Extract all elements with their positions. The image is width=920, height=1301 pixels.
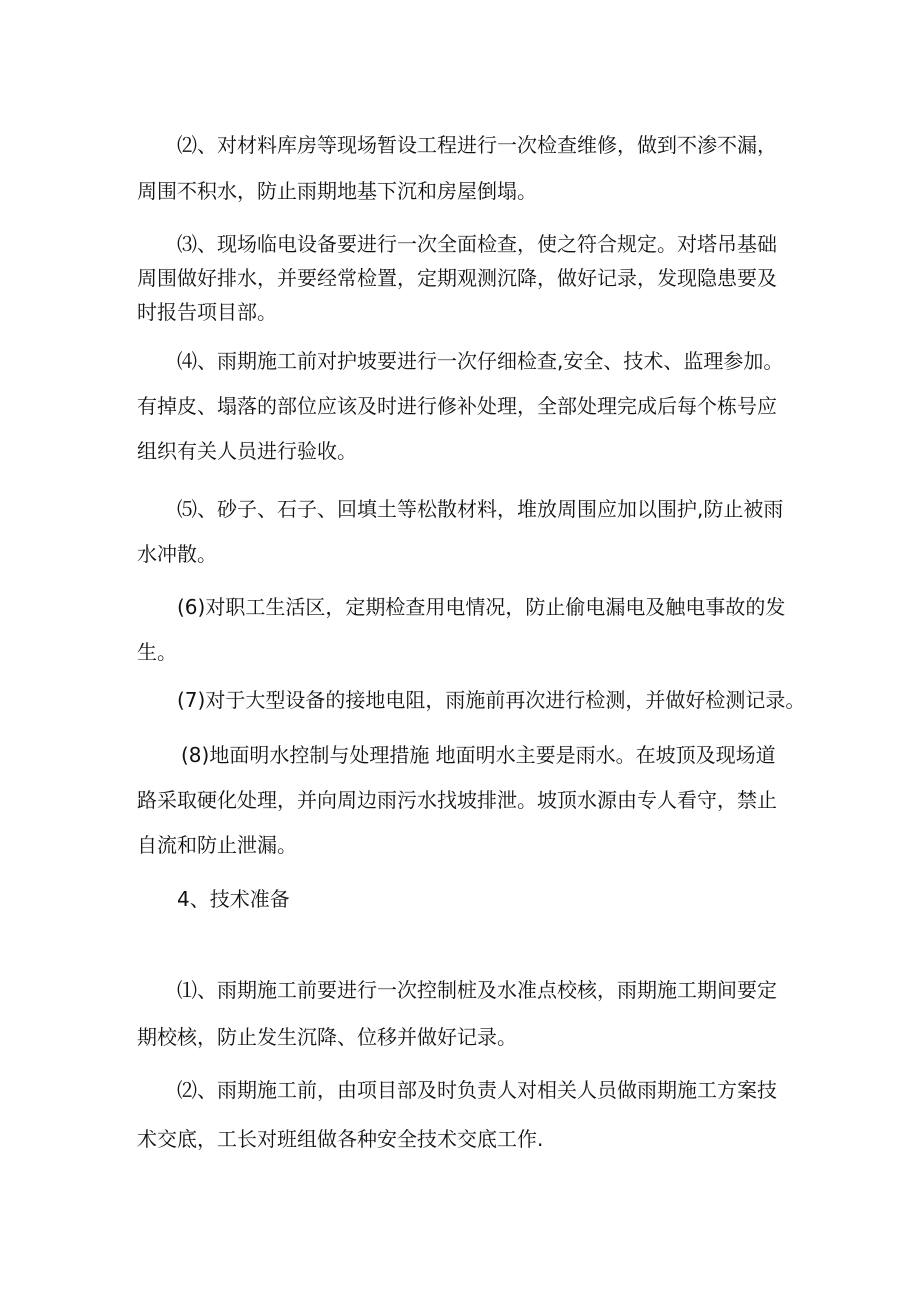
paragraph-line: 路采取硬化处理，并向周边雨污水找坡排泄。坡顶水源由专人看守，禁止	[137, 788, 777, 812]
paragraph-technical-briefing	[137, 1066, 797, 1164]
paragraph-line: ⑶、现场临电设备要进行一次全面检查，使之符合规定。对塔吊基础	[177, 232, 777, 256]
paragraph-line: (8)地面明水控制与处理措施 地面明水主要是雨水。在坡顶及现场道	[181, 743, 776, 767]
paragraph-surface-water	[137, 733, 797, 868]
paragraph-line: 水冲散。	[137, 542, 217, 566]
section-heading: 4、技术准备	[177, 887, 290, 911]
paragraph-line: ⑷、雨期施工前对护坡要进行一次仔细检查,安全、技术、监理参加。	[177, 349, 784, 373]
paragraph-grounding-resistance	[137, 683, 806, 717]
paragraph-line: ⑵、对材料库房等现场暂设工程进行一次检查维修，做到不渗不漏，	[177, 133, 777, 157]
section-heading-technical-preparation	[137, 882, 797, 916]
paragraph-line: 术交底，工长对班组做各种安全技术交底工作.	[137, 1127, 544, 1151]
paragraph-line: 时报告项目部。	[137, 300, 277, 324]
paragraph-line: 自流和防止泄漏。	[137, 833, 297, 857]
paragraph-slope-protection	[137, 339, 797, 474]
paragraph-loose-materials	[137, 487, 797, 577]
paragraph-material-warehouse	[137, 122, 797, 214]
paragraph-line: (6)对职工生活区，定期检查用电情况，防止偷电漏电及触电事故的发	[177, 595, 786, 619]
paragraph-line: ⑵、雨期施工前，由项目部及时负责人对相关人员做雨期施工方案技	[177, 1078, 777, 1102]
paragraph-line: (7)对于大型设备的接地电阻，雨施前再次进行检测，并做好检测记录。	[177, 688, 806, 712]
paragraph-line: 组织有关人员进行验收。	[137, 439, 357, 463]
paragraph-line: ⑸、砂子、石子、回填土等松散材料，堆放周围应加以围护,防止被雨	[177, 497, 784, 521]
paragraph-line: 周围做好排水，并要经常检置，定期观测沉降，做好记录，发现隐患要及	[137, 266, 777, 290]
paragraph-living-area	[137, 585, 797, 675]
paragraph-control-pile-check	[137, 967, 797, 1061]
paragraph-temporary-power	[137, 227, 797, 329]
paragraph-line: ⑴、雨期施工前要进行一次控制桩及水准点校核，雨期施工期间要定	[177, 978, 777, 1002]
paragraph-line: 生。	[137, 640, 177, 664]
paragraph-line: 有掉皮、塌落的部位应该及时进行修补处理，全部处理完成后每个栋号应	[137, 394, 777, 418]
paragraph-line: 周围不积水，防止雨期地基下沉和房屋倒塌。	[137, 179, 537, 203]
paragraph-line: 期校核，防止发生沉降、位移并做好记录。	[137, 1025, 517, 1049]
